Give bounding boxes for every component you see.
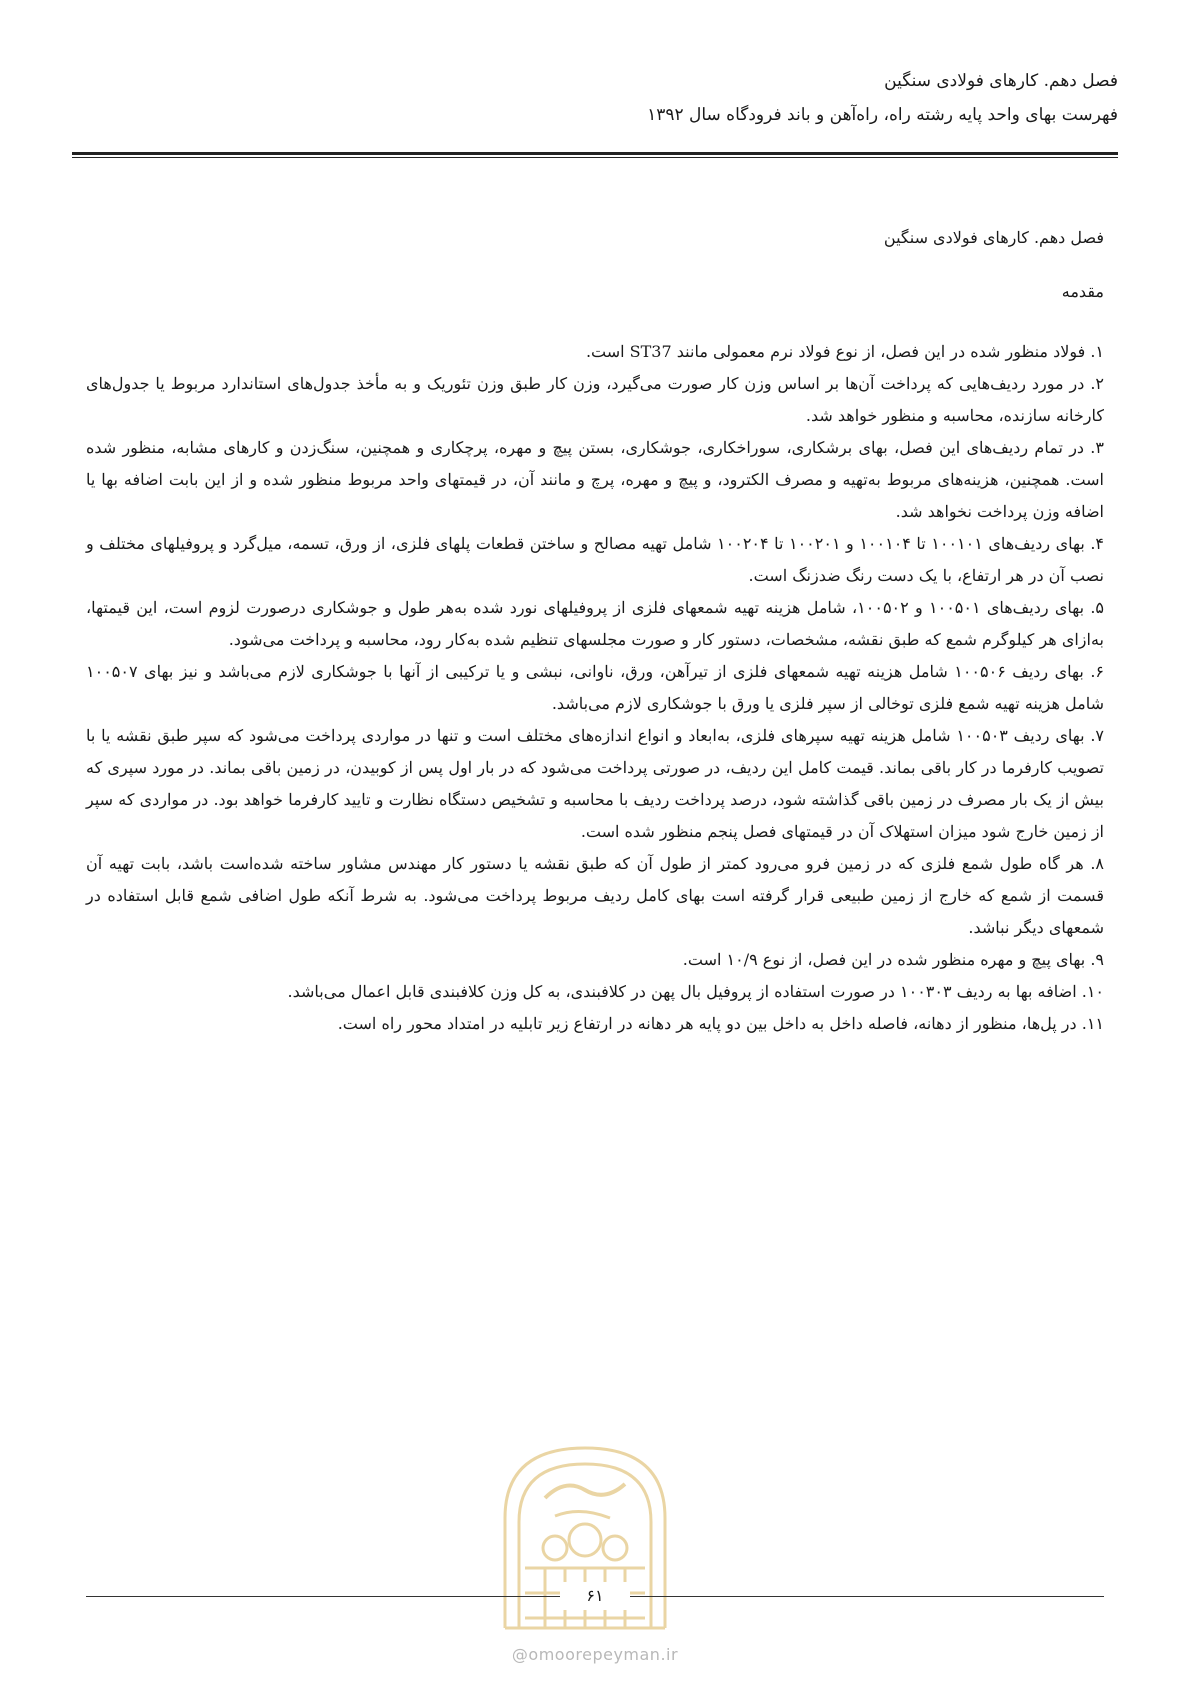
paragraph-3: ۳. در تمام ردیف‌های این فصل، بهای برشکاری، سوراخکاری، جوشکاری، بستن پیچ و مهره، پرچکاری و همچنین، سنگ‌زدن و کارهای مشابه، منظور شده است. همچنین، هزینه‌های مربوط به‌تهیه و مصرف الکترود، و پیچ و مهره، پرچ و مانند آن، در قیمتهای واحد مربوط منظور شده و از این بابت اضافه بها یا اضافه وزن پرداخت نخواهد شد. [86,438,1105,521]
section-title: مقدمه [1061,282,1104,301]
paragraph-4: ۴. بهای ردیف‌های ۱۰۰۱۰۱ تا ۱۰۰۱۰۴ و ۱۰۰۲۰۱ تا ۱۰۰۲۰۴ شامل تهیه مصالح و ساختن قطعات پلهای فلزی، از ورق، تسمه، میل‌گرد و پروفیلهای مختلف و نصب آن در هر ارتفاع، با یک دست رنگ ضدزنگ است. [86,534,1104,585]
page-body [86,222,1104,1040]
page-number: ۶۱ [560,1582,630,1610]
paragraph-9: ۹. بهای پیچ و مهره منظور شده در این فصل، از نوع ۱۰/۹ است. [682,950,1104,969]
paragraph-10: ۱۰. اضافه بها به ردیف ۱۰۰۳۰۳ در صورت استفاده از پروفیل بال پهن در کلافبندی، به کل وزن کلافبندی قابل اعمال می‌باشد. [287,982,1104,1001]
paragraph-8: ۸. هر گاه طول شمع فلزی که در زمین فرو می‌رود کمتر از طول آن که طبق نقشه یا دستور کار مهندس مشاور ساخته شده‌است باشد، بابت تهیه آن قسمت از شمع که خارج از زمین طبیعی قرار گرفته است بهای کامل ردیف مربوط پرداخت می‌شود. به شرط آنکه طول اضافی شمع قابل استفاده در شمعهای دیگر نباشد. [86,854,1104,937]
paragraph-7: ۷. بهای ردیف ۱۰۰۵۰۳ شامل هزینه تهیه سپرهای فلزی، به‌ابعاد و انواع اندازه‌های مختلف است و تنها در مواردی پرداخت می‌شود که سپر طبق نقشه یا با تصویب کارفرما در کار باقی بماند. قیمت کامل این ردیف، در صورتی پرداخت می‌شود که در بار اول پس از کوبیدن، در زمین باقی بماند. در مورد سپری که بیش از یک بار مصرف در زمین باقی گذاشته شود، درصد پرداخت ردیف با محاسبه و تشخیص دستگاه نظارت و تایید کارفرما خواهد بود. در مواردی که سپر از زمین خارج شود میزان استهلاک آن در قیمتهای فصل پنجم منظور شده است. [86,726,1105,841]
watermark-text: @omoorepeyman.ir [511,1645,679,1664]
header-chapter: فصل دهم. کارهای فولادی سنگین [884,71,1118,91]
paragraph-5: ۵. بهای ردیف‌های ۱۰۰۵۰۱ و ۱۰۰۵۰۲، شامل هزینه تهیه شمعهای فلزی از پروفیلهای نورد شده به‌هر طول و جوشکاری درصورت لزوم است، این قیمتها، به‌ازای هر کیلوگرم شمع که طبق نقشه، مشخصات، دستور کار و صورت مجلسهای تنظیم شده به‌کار رود، محاسبه و پرداخت می‌شود. [86,598,1104,649]
header-document-title: فهرست بهای واحد پایه رشته راه، راه‌آهن و باند فرودگاه سال ۱۳۹۲ [647,105,1118,125]
paragraph-11: ۱۱. در پل‌ها، منظور از دهانه، فاصله داخل به داخل بین دو پایه هر دهانه در ارتفاع زیر تابلیه در امتداد محور راه است. [337,1014,1104,1033]
paragraph-2: ۲. در مورد ردیف‌هایی که پرداخت آن‌ها بر اساس وزن کار صورت می‌گیرد، وزن کار طبق وزن تئوریک و به مأخذ جدول‌های استاندارد مربوط یا جدول‌های کارخانه سازنده، محاسبه و منظور خواهد شد. [86,374,1105,425]
page-header [68,64,1118,132]
seal-logo-icon [485,1428,685,1658]
header-divider [72,152,1118,158]
paragraph-6: ۶. بهای ردیف ۱۰۰۵۰۶ شامل هزینه تهیه شمعهای فلزی از تیرآهن، ورق، ناوانی، نبشی و یا ترکیبی از آنها با جوشکاری لازم می‌باشد و نیز بهای ۱۰۰۵۰۷ شامل هزینه تهیه شمع فلزی توخالی از سپر فلزی یا ورق با جوشکاری لازم می‌باشد. [86,662,1105,713]
chapter-title: فصل دهم. کارهای فولادی سنگین [883,228,1104,247]
paragraph-1: ۱. فولاد منظور شده در این فصل، از نوع فولاد نرم معمولی مانند ST37 است. [585,342,1104,361]
